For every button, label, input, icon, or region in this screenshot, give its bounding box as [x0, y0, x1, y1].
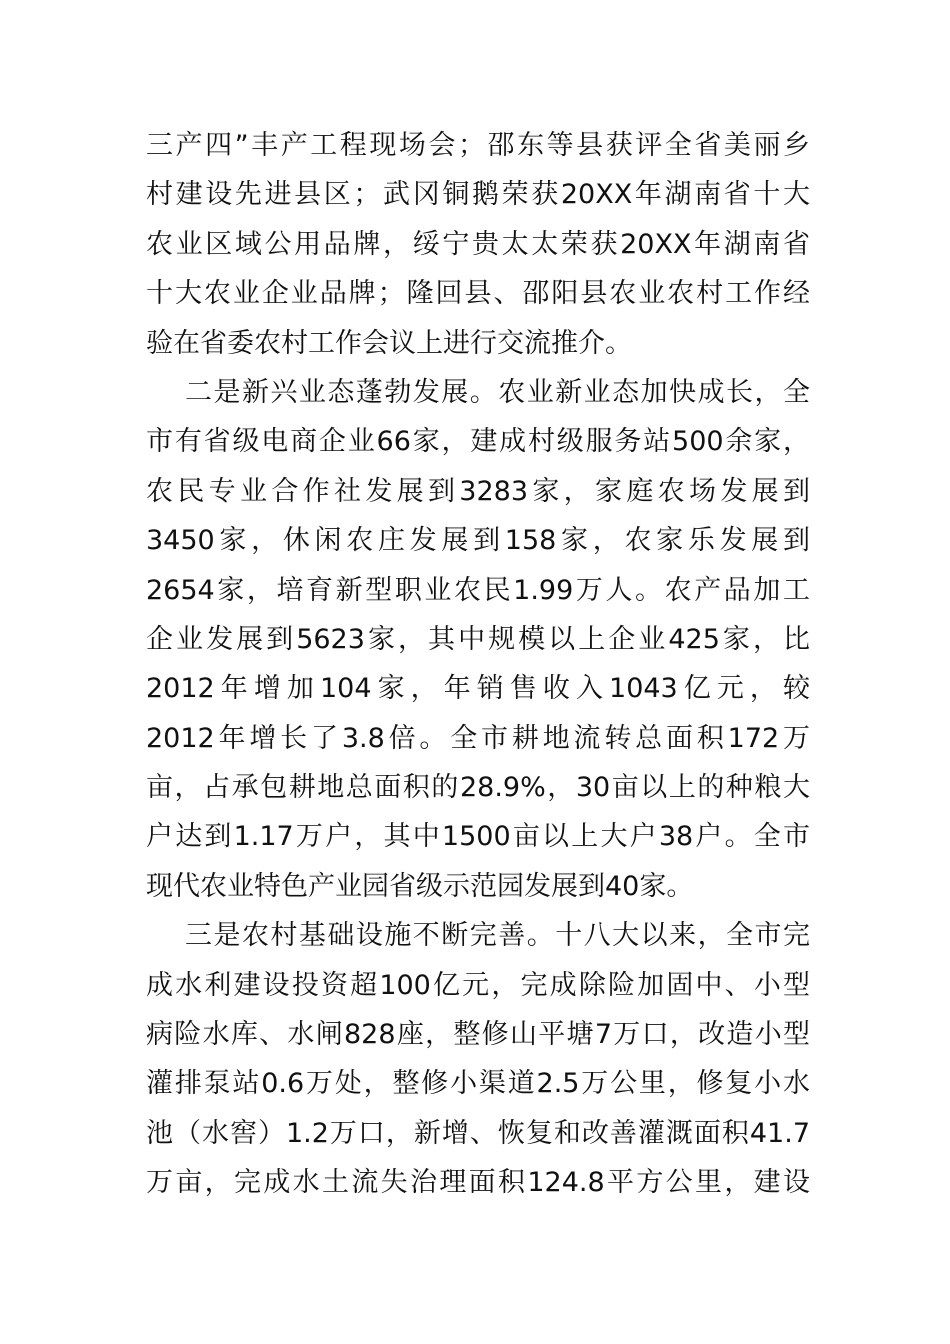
- text-line: 池（水窖）1.2万口，新增、恢复和改善灌溉面积41.7: [146, 1117, 810, 1149]
- text-line: 3450家，休闲农庄发展到158家，农家乐发展到: [146, 525, 810, 557]
- text-line: 二是新兴业态蓬勃发展。农业新业态加快成长，全: [185, 376, 810, 408]
- text-line: 2654家，培育新型职业农民1.99万人。农产品加工: [146, 574, 810, 606]
- text-line: 亩，占承包耕地总面积的28.9%，30亩以上的种粮大: [146, 772, 810, 804]
- text-line: 2012年增加104家，年销售收入1043亿元，较: [146, 673, 810, 705]
- text-line: 农民专业合作社发展到3283家，家庭农场发展到: [146, 475, 810, 507]
- text-line: 三是农村基础设施不断完善。十八大以来，全市完: [185, 920, 810, 952]
- text-line: 成水利建设投资超100亿元，完成除险加固中、小型: [146, 969, 810, 1001]
- document-body: [146, 121, 810, 1208]
- text-line: 验在省委农村工作会议上进行交流推介。: [146, 327, 632, 359]
- text-line: 灌排泵站0.6万处，整修小渠道2.5万公里，修复小水: [146, 1068, 810, 1100]
- text-line: 三产四”丰产工程现场会；邵东等县获评全省美丽乡: [146, 130, 810, 161]
- text-line: 现代农业特色产业园省级示范园发展到40家。: [146, 870, 694, 902]
- text-line: 市有省级电商企业66家，建成村级服务站500余家，: [146, 426, 810, 458]
- text-line: 万亩，完成水土流失治理面积124.8平方公里，建设: [146, 1167, 810, 1199]
- paragraph-3: [146, 911, 810, 1207]
- text-line: 村建设先进县区；武冈铜鹅荣获20XX年湖南省十大: [146, 179, 810, 211]
- text-line: 病险水库、水闸828座，整修山平塘7万口，改造小型: [146, 1019, 810, 1051]
- paragraph-2: [146, 368, 810, 911]
- text-line: 户达到1.17万户，其中1500亩以上大户38户。全市: [146, 821, 810, 853]
- text-line: 十大农业企业品牌；隆回县、邵阳县农业农村工作经: [146, 278, 810, 310]
- text-line: 农业区域公用品牌，绥宁贵太太荣获20XX年湖南省: [146, 228, 810, 260]
- paragraph-1: [146, 121, 810, 368]
- text-line: 2012年增长了3.8倍。全市耕地流转总面积172万: [146, 722, 810, 754]
- text-line: 企业发展到5623家，其中规模以上企业425家，比: [146, 623, 810, 655]
